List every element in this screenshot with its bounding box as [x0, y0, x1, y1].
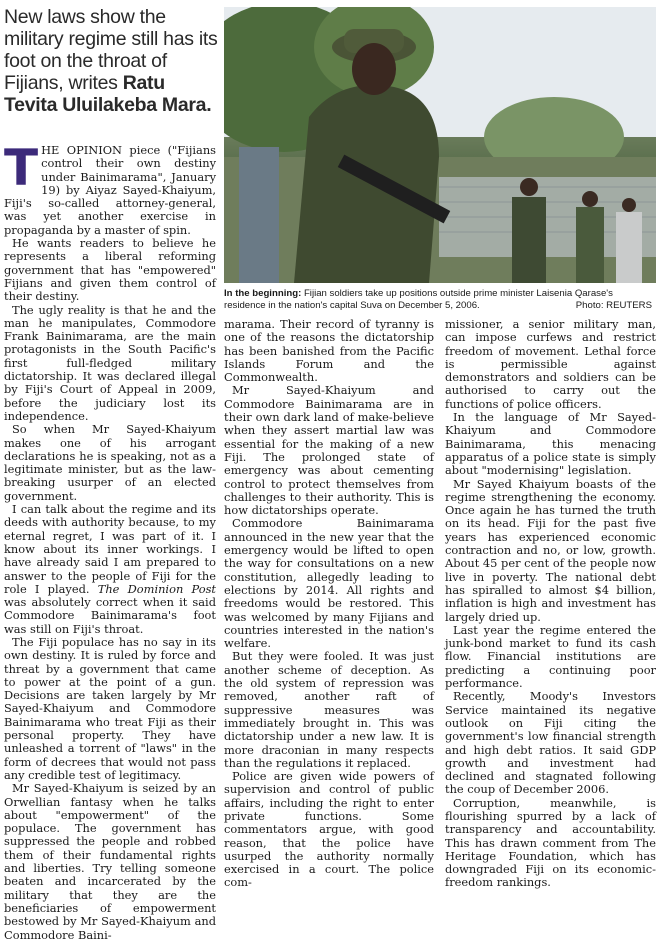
article-paragraph: Police are given wide powers of supervision and control of public affairs, including the right to enter private functions. Some commentators argue, with good reason, that the police have usurped the authority normally exercised in a court. The police com-: [224, 769, 434, 890]
article-paragraph: [4, 503, 216, 636]
caption-lead: In the beginning:: [224, 288, 302, 299]
article-paragraph: marama. Their record of tyranny is one of the reasons the dictatorship has been banished from the Pacific Islands Forum and the Commonwealth.: [224, 317, 434, 385]
photo-caption: [224, 288, 656, 311]
article-column-3: [445, 318, 656, 890]
article-paragraph: The Fiji populace has no say in its own destiny. It is ruled by force and threat by a government that came to power at the point of a gun. Decisions are taken largely by Mr Sayed-Khaiyum and Commodore Bainimarama who treat Fiji as their personal property. They have unleashed a torrent of "laws" in the form of decrees that would not pass any credible test of legitimacy.: [4, 634, 216, 782]
article-paragraph: But they were fooled. It was just another scheme of deception. As the old system of repression was removed, another raft of suppressive measures was immediately brought in. This was dictatorship under a new law. It is more draconian in many respects than the regulations it replaced.: [224, 649, 434, 770]
soldiers-photo-illustration: [224, 7, 656, 283]
article-column-1: [4, 139, 216, 942]
caption-text: Fijian soldiers take up positions outside prime minister Laisenia Qarase's residence in the nation's capital Suva on December 5, 2006.: [224, 288, 613, 311]
article-column-2: [224, 318, 434, 890]
article-paragraph: Last year the regime entered the junk-bond market to fund its cash flow. Financial institutions are predicting a continuing poor performance.: [445, 622, 656, 691]
headline: [4, 6, 218, 116]
paragraph-text: I can talk about the regime and its deeds with authority because, to my eternal regret, I was part of it. I know about its inner workings. I have already said I am prepared to answer to the people of Fiji for the role I played.: [4, 502, 216, 596]
article-paragraph: missioner, a senior military man, can impose curfews and restrict freedom of movement. Lethal force is permissible against demonstrators and soldiers can be authorised to carry out the functions of police officers.: [445, 317, 656, 411]
article-paragraph: Mr Sayed-Khaiyum is seized by an Orwellian fantasy when he talks about "empowerment" of the populace. The government has suppressed the people and robbed them of their fundamental rights and liberties. Try telling someone beaten and incarcerated by the military that they are the beneficiaries of empowerment bestowed by Mr Sayed-Khaiyum and Commodore Baini-: [4, 781, 216, 942]
paragraph-text: HE OPINION piece ("Fijians control their own destiny under Bainimarama", January 19) by Aiyaz Sayed-Khaiyum, Fiji's so-called attorney-general, was yet another exercise in propaganda by a master of spin.: [4, 143, 216, 237]
article-paragraph: So when Mr Sayed-Khaiyum makes one of his arrogant declarations he is speaking, not as a legitimate minister, but as the law-breaking usurper of an elected government.: [4, 422, 216, 503]
article-paragraph: [4, 139, 216, 237]
article-paragraph: Commodore Bainimarama announced in the new year that the emergency would be lifted to open the way for consultations on a new constitution, allegedly leading to elections by 2014. All rights and freedoms would be restored. This was welcomed by many Fijians and countries interested in the nation's welfare.: [224, 516, 434, 651]
article-paragraph: The ugly reality is that he and the man he manipulates, Commodore Frank Bainimarama, are the main protagonists in the South Pacific's first full-fledged military dictatorship. It was declared illegal by Fiji's Court of Appeal in 2009, before the judiciary lost its independence.: [4, 302, 216, 423]
article-paragraph: Mr Sayed Khaiyum boasts of the regime strengthening the economy. Once again he has turned the truth on its head. Fiji for the past five years has experienced economic contraction and no, or low, growth. About 45 per cent of the people now live in poverty. The national debt has spiralled to almost $4 billion, inflation is high and investment has largely dried up.: [445, 476, 656, 624]
article-paragraph: He wants readers to believe he represents a liberal reforming government that has "empowered" Fijians and given them control of their destiny.: [4, 236, 216, 304]
news-photo: [224, 7, 656, 283]
publication-name: The Dominion Post: [97, 581, 216, 596]
paragraph-text: was absolutely correct when it said Commodore Bainimarama's foot was still on Fiji's throat.: [4, 595, 216, 636]
drop-cap: T: [4, 139, 39, 197]
headline-lead: New laws show the military regime still has its foot on the throat of Fijians, writes: [4, 6, 218, 94]
article-paragraph: Recently, Moody's Investors Service maintained its negative outlook on Fiji citing the government's low financial strength and high debt ratios. It said GDP growth and investment had declined and stagnated following the coup of December 2006.: [445, 689, 656, 797]
photo-credit: Photo: REUTERS: [575, 299, 652, 311]
article-paragraph: Corruption, meanwhile, is flourishing spurred by a lack of transparency and accountability. This has drawn comment from The Heritage Foundation, which has downgraded Fiji on its economic-freedom rankings.: [445, 795, 656, 890]
headline-author: Ratu Tevita Uluilakeba Mara.: [4, 72, 212, 116]
article-paragraph: In the language of Mr Sayed-Khaiyum and Commodore Bainimarama, this menacing apparatus of a police state is simply about "modernising" legislation.: [445, 410, 656, 478]
article-paragraph: Mr Sayed-Khaiyum and Commodore Bainimarama are in their own dark land of make-believe when they assert martial law was essential for the making of a new Fiji. The prolonged state of emergency was about cementing control to protect themselves from challenges to their authority. This is how dictatorships operate.: [224, 383, 434, 518]
